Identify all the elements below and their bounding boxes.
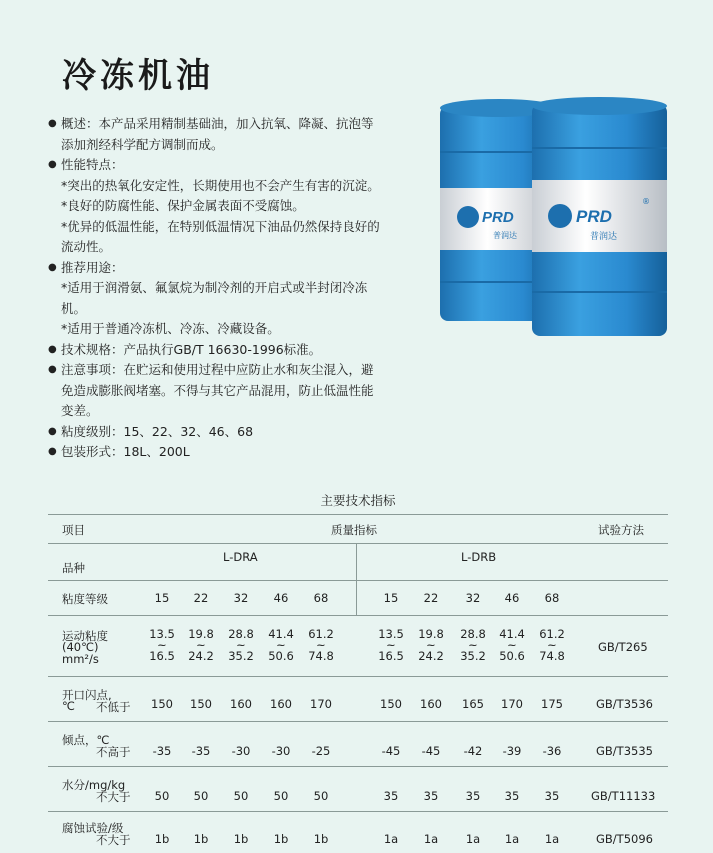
package-text: 18L、200L	[123, 444, 190, 459]
pour-point-row	[48, 722, 668, 767]
feature-item: 流动性。	[61, 239, 112, 254]
water-label-1: 水分/mg/kg	[62, 778, 126, 792]
water-dra-cell: 50	[193, 789, 209, 803]
feature-item: *良好的防腐性能、保护金属表面不受腐蚀。	[61, 198, 305, 213]
drum-front-brand-cn: 普润达	[590, 232, 618, 242]
water-label-2: 不大于	[96, 790, 131, 804]
bullet-package	[48, 442, 420, 463]
flash-dra-cell: 160	[230, 697, 252, 711]
pour-drb-cell: -45	[381, 744, 401, 758]
overview-text-1: 本产品采用精制基础油，加入抗氧、降凝、抗泡等	[98, 116, 374, 131]
bullet-spec	[48, 340, 420, 361]
bullet-overview	[48, 114, 420, 135]
pour-drb-cell: -36	[542, 744, 562, 758]
flash-drb-cell: 165	[462, 697, 484, 711]
water-method: GB/T11133	[591, 789, 656, 803]
grade-dra-cell: 46	[273, 591, 289, 605]
bullet-features	[48, 155, 420, 176]
kin-dra-cell: 13.5 ~ 16.5	[149, 627, 175, 663]
kin-drb-cell: 61.2 ~ 74.8	[539, 627, 565, 663]
pour-dra-cell: -25	[311, 744, 331, 758]
corrosion-drb-cell: 1a	[423, 832, 439, 846]
kin-dra-cell: 61.2 ~ 74.8	[308, 627, 334, 663]
bullet-dot-icon: ●	[48, 159, 57, 170]
usage-label: 推荐用途：	[61, 259, 124, 275]
corrosion-dra-cell: 1b	[313, 832, 329, 846]
flash-label-2: ℃	[62, 699, 75, 713]
corrosion-dra-cell: 1b	[233, 832, 249, 846]
drum-back-brand: PRD	[482, 209, 514, 226]
viscosity-text: 15、22、32、46、68	[123, 423, 254, 439]
corrosion-method: GB/T5096	[596, 832, 653, 846]
bullet-usage	[48, 258, 420, 279]
grade-dra-cell: 22	[193, 591, 209, 605]
bullet-notice	[48, 360, 420, 381]
flash-drb-cell: 150	[380, 697, 402, 711]
notice-text-2: 免造成膨胀阀堵塞。不得与其它产品混用，防止低温性能	[61, 382, 374, 398]
corrosion-label-1: 腐蚀试验/级	[62, 821, 124, 835]
drum-front-brand: PRD	[576, 207, 612, 226]
spec-label: 技术规格：	[61, 341, 124, 357]
header-quality: 质量指标	[331, 523, 377, 537]
kin-drb-cell: 19.8 ~ 24.2	[418, 627, 444, 663]
grade-label: 粘度等级	[62, 592, 108, 606]
grade-drb-cell: 46	[504, 591, 520, 605]
grade-drb-cell: 15	[383, 591, 399, 605]
bullet-dot-icon: ●	[48, 425, 57, 437]
kin-drb-cell: 28.8 ~ 35.2	[460, 627, 486, 663]
corrosion-dra-cell: 1b	[273, 832, 289, 846]
variety-label: 品种	[62, 561, 85, 575]
pour-drb-cell: -45	[421, 744, 441, 758]
product-description	[48, 114, 420, 463]
variety-drb: L-DRB	[461, 550, 497, 564]
notice-text-3: 变差。	[61, 403, 99, 418]
pour-method: GB/T3535	[596, 744, 653, 758]
water-dra-cell: 50	[233, 789, 249, 803]
water-dra-cell: 50	[154, 789, 170, 803]
product-drums-image	[438, 92, 678, 342]
usage-item: *适用于润滑氨、氟氯烷为制冷剂的开启式或半封闭冷冻	[61, 280, 368, 295]
flash-label-3: 不低于	[96, 700, 131, 714]
flash-label-1: 开口闪点,	[62, 688, 112, 702]
kinematic-viscosity-row	[48, 616, 668, 677]
grade-drb-cell: 68	[544, 591, 560, 605]
spec-text: 产品执行GB/T 16630-1996标准。	[123, 341, 322, 357]
drum-front	[532, 97, 667, 336]
water-drb-cell: 35	[504, 789, 520, 803]
kin-dra-cell: 19.8 ~ 24.2	[188, 627, 214, 663]
flash-drb-cell: 160	[420, 697, 442, 711]
page-title: 冷冻机油	[62, 56, 214, 96]
kin-drb-cell: 13.5 ~ 16.5	[378, 627, 404, 663]
feature-item: *突出的热氧化安定性，长期使用也不会产生有害的沉淀。	[61, 177, 380, 193]
flash-dra-cell: 160	[270, 697, 292, 711]
grade-row	[48, 581, 668, 616]
variety-dra: L-DRA	[223, 550, 258, 564]
package-label: 包装形式：	[61, 444, 124, 459]
grade-drb-cell: 22	[423, 591, 439, 605]
notice-text-1: 在贮运和使用过程中应防止水和灰尘混入，避	[123, 362, 374, 377]
flash-dra-cell: 150	[190, 697, 212, 711]
kin-label-2: (40℃)	[62, 640, 99, 654]
overview-text-2: 添加剂经科学配方调制而成。	[61, 136, 224, 152]
usage-item: 机。	[61, 300, 87, 316]
water-drb-cell: 35	[544, 789, 560, 803]
table-caption: 主要技术指标	[48, 488, 668, 515]
variety-row	[48, 544, 668, 581]
kin-dra-cell: 28.8 ~ 35.2	[228, 627, 254, 663]
kin-label-3: mm²/s	[62, 652, 99, 666]
header-item: 项目	[62, 523, 85, 537]
flash-dra-cell: 150	[151, 697, 173, 711]
flash-drb-cell: 175	[541, 697, 563, 711]
viscosity-label: 粘度级别：	[61, 423, 124, 439]
pour-drb-cell: -39	[502, 744, 522, 758]
overview-label: 概述：	[61, 116, 99, 131]
flash-drb-cell: 170	[501, 697, 523, 711]
corrosion-dra-cell: 1b	[154, 832, 170, 846]
usage-item: *适用于普通冷冻机、冷冻、冷藏设备。	[61, 321, 280, 336]
spec-table	[48, 488, 668, 852]
flash-dra-cell: 170	[310, 697, 332, 711]
pour-dra-cell: -30	[231, 744, 251, 758]
corrosion-drb-cell: 1a	[544, 832, 560, 846]
notice-label: 注意事项：	[61, 362, 124, 377]
grade-dra-cell: 68	[313, 591, 329, 605]
water-dra-cell: 50	[273, 789, 289, 803]
flash-method: GB/T3536	[596, 697, 653, 711]
grade-dra-cell: 15	[154, 591, 170, 605]
bullet-dot-icon: ●	[48, 118, 57, 129]
pour-drb-cell: -42	[463, 744, 483, 758]
features-label: 性能特点：	[61, 157, 124, 172]
bullet-dot-icon: ●	[48, 446, 57, 457]
flash-point-row	[48, 677, 668, 722]
corrosion-label-2: 不大于	[96, 833, 131, 847]
kin-dra-cell: 41.4 ~ 50.6	[268, 627, 294, 663]
corrosion-drb-cell: 1a	[383, 832, 399, 846]
pour-label-2: 不高于	[96, 745, 131, 759]
pour-dra-cell: -35	[152, 744, 172, 758]
pour-label-1: 倾点，℃	[62, 733, 110, 747]
bullet-dot-icon: ●	[48, 364, 57, 375]
water-drb-cell: 35	[423, 789, 439, 803]
header-method: 试验方法	[598, 523, 644, 537]
grade-drb-cell: 32	[465, 591, 481, 605]
pour-dra-cell: -30	[271, 744, 291, 758]
pour-dra-cell: -35	[191, 744, 211, 758]
registered-mark: ®	[642, 197, 650, 206]
corrosion-dra-cell: 1b	[193, 832, 209, 846]
grade-dra-cell: 32	[233, 591, 249, 605]
water-content-row	[48, 767, 668, 812]
water-drb-cell: 35	[465, 789, 481, 803]
feature-item: *优异的低温性能，在特别低温情况下油品仍然保持良好的	[61, 218, 380, 234]
bullet-dot-icon: ●	[48, 343, 57, 355]
kin-drb-cell: 41.4 ~ 50.6	[499, 627, 525, 663]
table-header-row	[48, 515, 668, 544]
bullet-viscosity	[48, 422, 420, 443]
kin-method: GB/T265	[598, 640, 648, 654]
bullet-dot-icon: ●	[48, 261, 57, 273]
water-drb-cell: 35	[383, 789, 399, 803]
water-dra-cell: 50	[313, 789, 329, 803]
corrosion-drb-cell: 1a	[465, 832, 481, 846]
corrosion-drb-cell: 1a	[504, 832, 520, 846]
drum-back-brand-cn: 普润达	[493, 231, 517, 240]
corrosion-row	[48, 812, 668, 852]
kin-label-1: 运动粘度	[62, 629, 108, 643]
